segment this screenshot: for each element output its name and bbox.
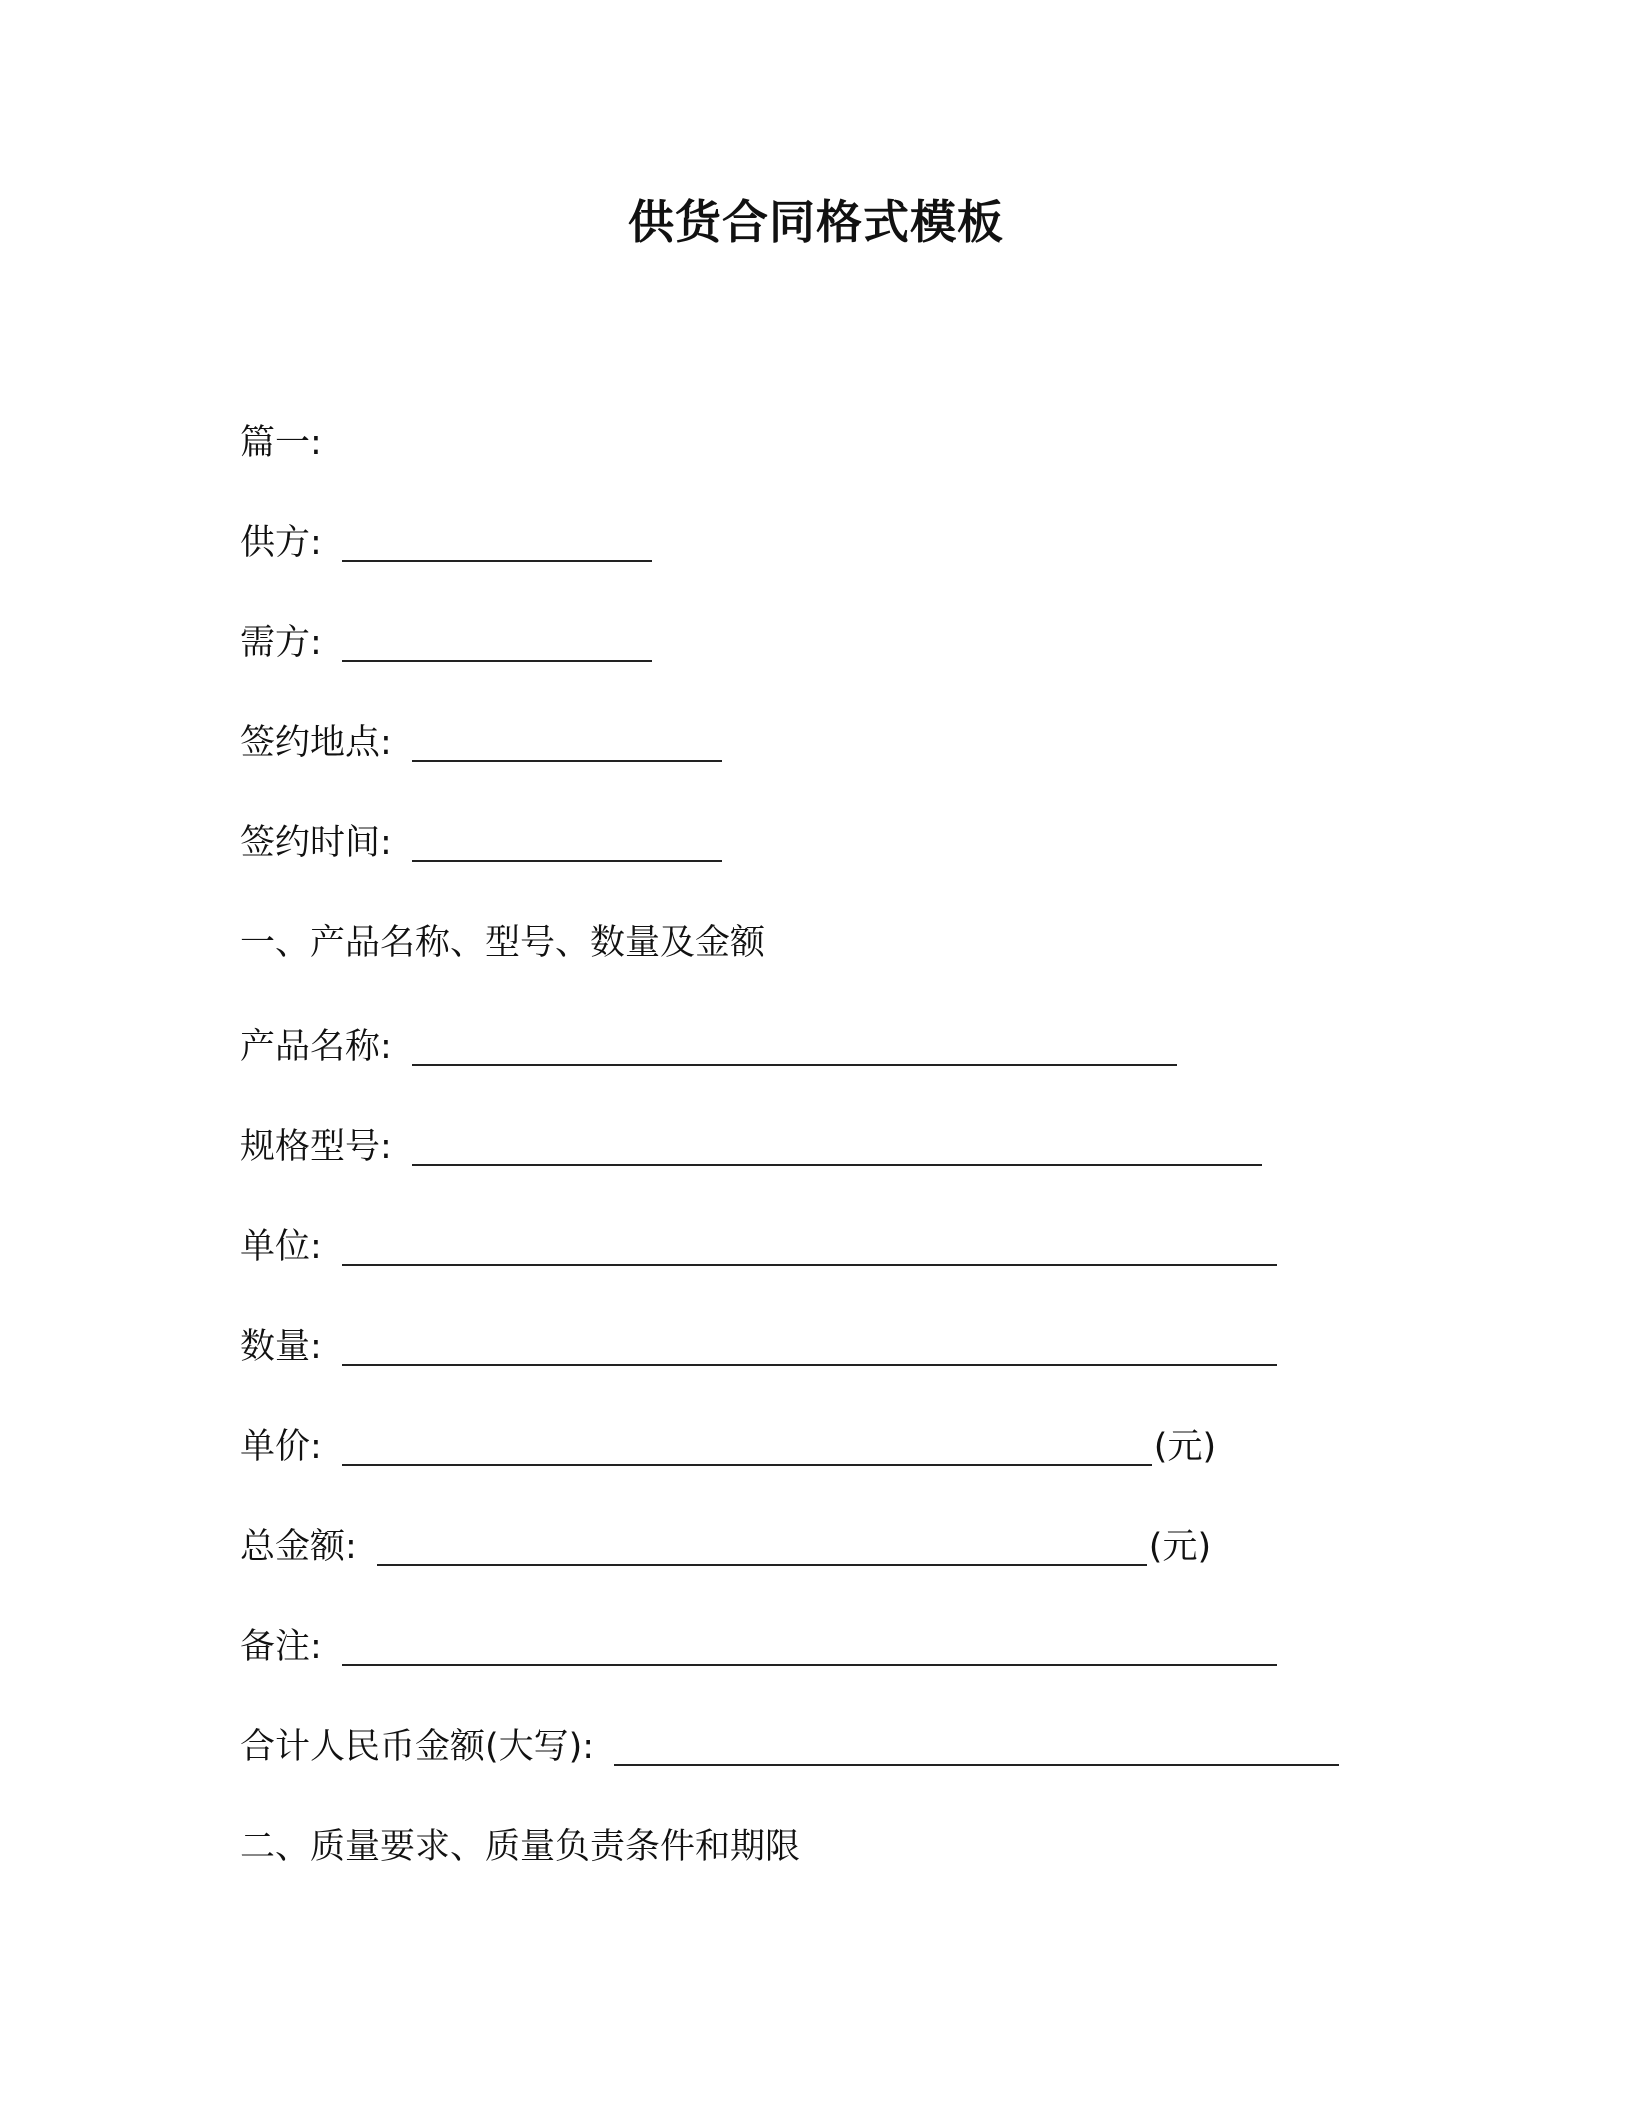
field-total-amount [240, 1522, 1211, 1572]
field-quantity-label: 数量: [240, 1327, 322, 1367]
field-supplier-blank[interactable] [342, 526, 652, 562]
field-unit-price-suffix: (元) [1153, 1427, 1217, 1467]
field-supplier [240, 518, 652, 568]
field-remark [240, 1622, 1277, 1672]
field-spec-model-blank[interactable] [412, 1130, 1262, 1166]
field-spec-model-label: 规格型号: [240, 1127, 392, 1167]
heading-quality-section [240, 1822, 800, 1872]
field-buyer [240, 618, 652, 668]
field-sign-time-blank[interactable] [412, 826, 722, 862]
field-sign-time-label: 签约时间: [240, 823, 392, 863]
section-label-text: 篇一: [240, 423, 322, 463]
field-supplier-label: 供方: [240, 523, 322, 563]
field-product-name-blank[interactable] [412, 1030, 1177, 1066]
document-title: 供货合同格式模板 [628, 195, 1004, 249]
field-spec-model [240, 1122, 1262, 1172]
field-remark-blank[interactable] [342, 1630, 1277, 1666]
field-total-amount-blank[interactable] [377, 1530, 1147, 1566]
field-total-amount-suffix: (元) [1148, 1527, 1212, 1567]
field-unit-price-label: 单价: [240, 1427, 322, 1467]
heading-product-section-text: 一、产品名称、型号、数量及金额 [240, 923, 766, 963]
field-product-name-label: 产品名称: [240, 1027, 392, 1067]
field-sign-place-blank[interactable] [412, 726, 722, 762]
field-remark-label: 备注: [240, 1627, 322, 1667]
field-total-amount-label: 总金额: [240, 1527, 357, 1567]
field-total-rmb-blank[interactable] [614, 1730, 1339, 1766]
field-unit-price [240, 1422, 1216, 1472]
section-label [240, 418, 322, 468]
field-sign-place [240, 718, 722, 768]
field-total-rmb-label: 合计人民币金额(大写): [240, 1727, 595, 1767]
field-unit-blank[interactable] [342, 1230, 1277, 1266]
field-sign-place-label: 签约地点: [240, 723, 392, 763]
field-total-rmb [240, 1722, 1339, 1772]
field-sign-time [240, 818, 722, 868]
heading-product-section [240, 918, 765, 968]
field-quantity [240, 1322, 1277, 1372]
field-quantity-blank[interactable] [342, 1330, 1277, 1366]
field-product-name [240, 1022, 1177, 1072]
heading-quality-section-text: 二、质量要求、质量负责条件和期限 [240, 1827, 801, 1867]
field-unit [240, 1222, 1277, 1272]
field-buyer-label: 需方: [240, 623, 322, 663]
field-unit-price-blank[interactable] [342, 1430, 1152, 1466]
field-unit-label: 单位: [240, 1227, 322, 1267]
field-buyer-blank[interactable] [342, 626, 652, 662]
